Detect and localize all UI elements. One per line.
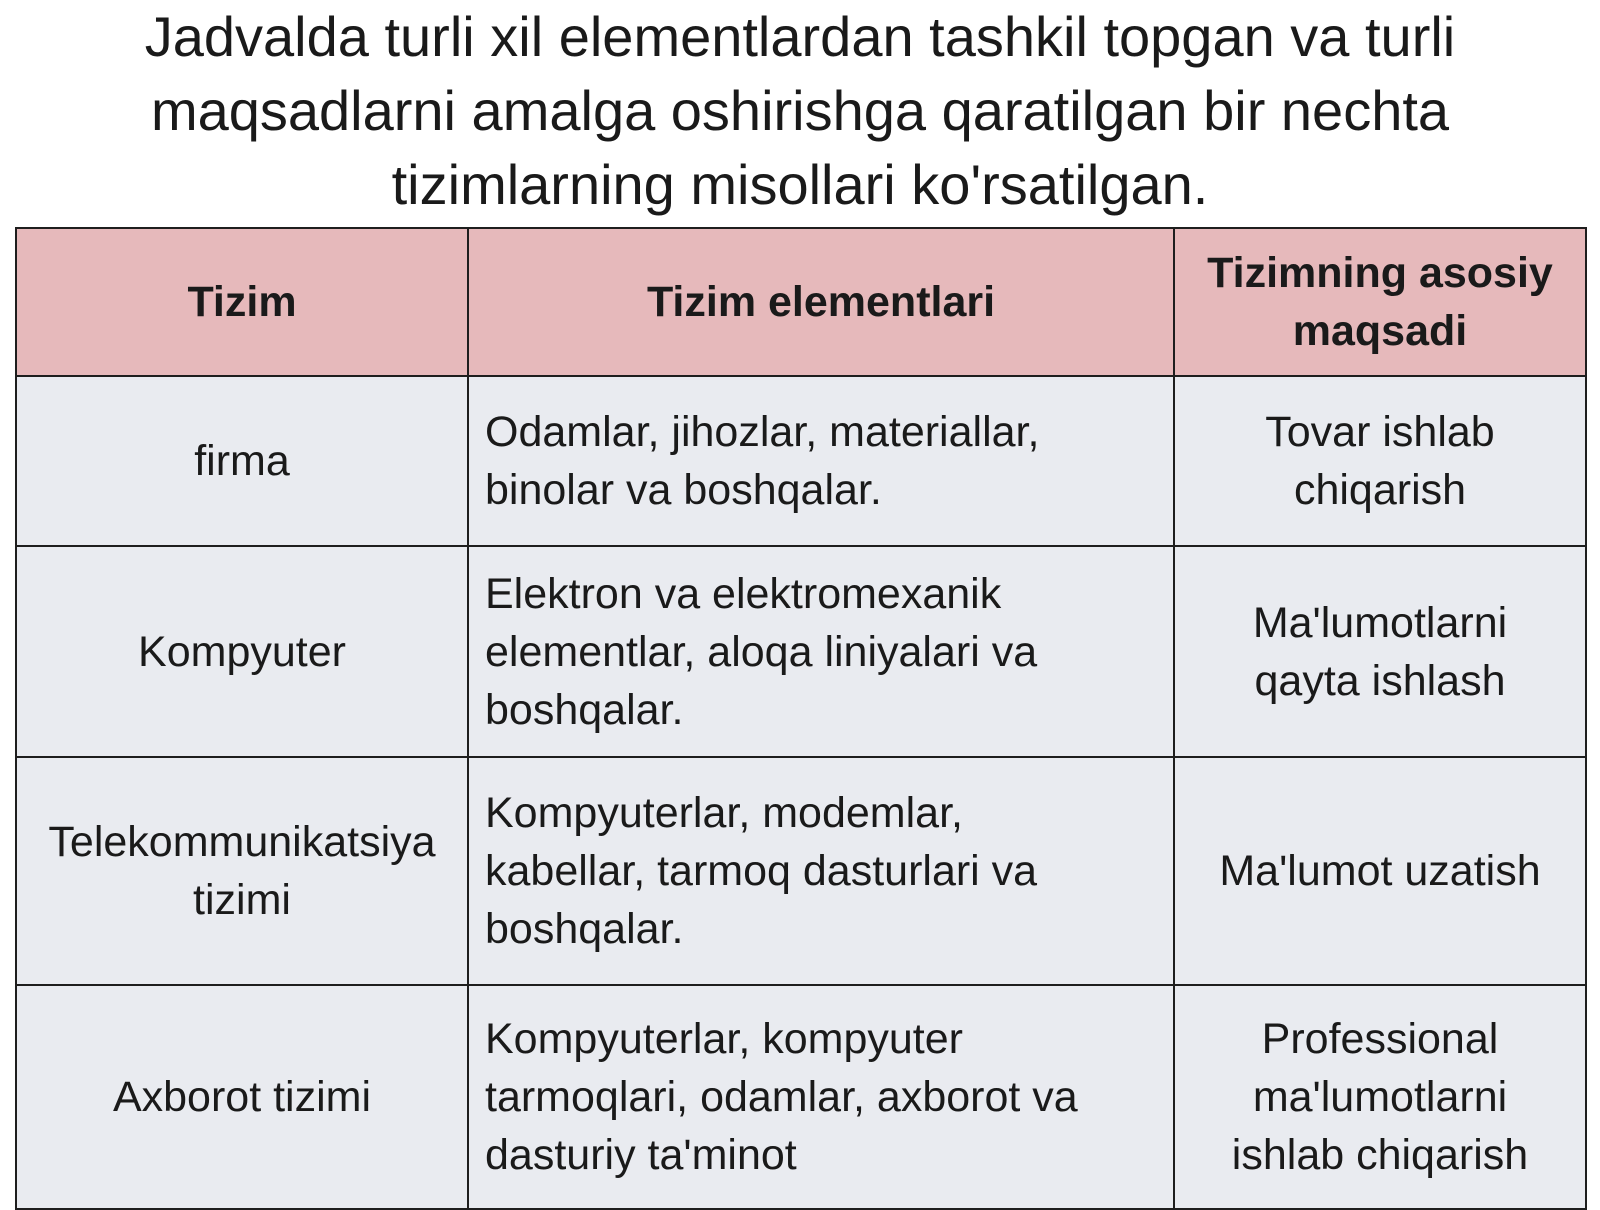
title-line: tizimlarning misollari ko'rsatilgan. <box>391 153 1209 216</box>
cell-purpose: Ma'lumot uzatish <box>1174 757 1586 985</box>
cell-purpose: Tovar ishlab chiqarish <box>1174 376 1586 546</box>
header-purpose: Tizimning asosiy maqsadi <box>1174 228 1586 376</box>
cell-elements: Kompyuterlar, modemlar, kabellar, tarmoq dasturlari va boshqalar. <box>468 757 1174 985</box>
table-header-row <box>16 228 1586 376</box>
systems-table <box>15 227 1587 1210</box>
title-line: Jadvalda turli xil elementlardan tashkil topgan va turli <box>144 5 1456 68</box>
cell-purpose: Professional ma'lumotlarni ishlab chiqarish <box>1174 985 1586 1209</box>
table-row <box>16 546 1586 757</box>
page-title <box>60 0 1540 222</box>
cell-system: Kompyuter <box>16 546 468 757</box>
cell-elements: Odamlar, jihozlar, materiallar, binolar va boshqalar. <box>468 376 1174 546</box>
cell-system: firma <box>16 376 468 546</box>
title-line: maqsadlarni amalga oshirishga qaratilgan bir nechta <box>150 79 1450 142</box>
cell-elements: Kompyuterlar, kompyuter tarmoqlari, odamlar, axborot va dasturiy ta'minot <box>468 985 1174 1209</box>
cell-system: Axborot tizimi <box>16 985 468 1209</box>
cell-purpose: Ma'lumotlarni qayta ishlash <box>1174 546 1586 757</box>
table-row <box>16 985 1586 1209</box>
table-row <box>16 376 1586 546</box>
table-row <box>16 757 1586 985</box>
cell-system: Telekommunikatsiya tizimi <box>16 757 468 985</box>
header-system: Tizim <box>16 228 468 376</box>
cell-elements: Elektron va elektromexanik elementlar, aloqa liniyalari va boshqalar. <box>468 546 1174 757</box>
header-elements: Tizim elementlari <box>468 228 1174 376</box>
